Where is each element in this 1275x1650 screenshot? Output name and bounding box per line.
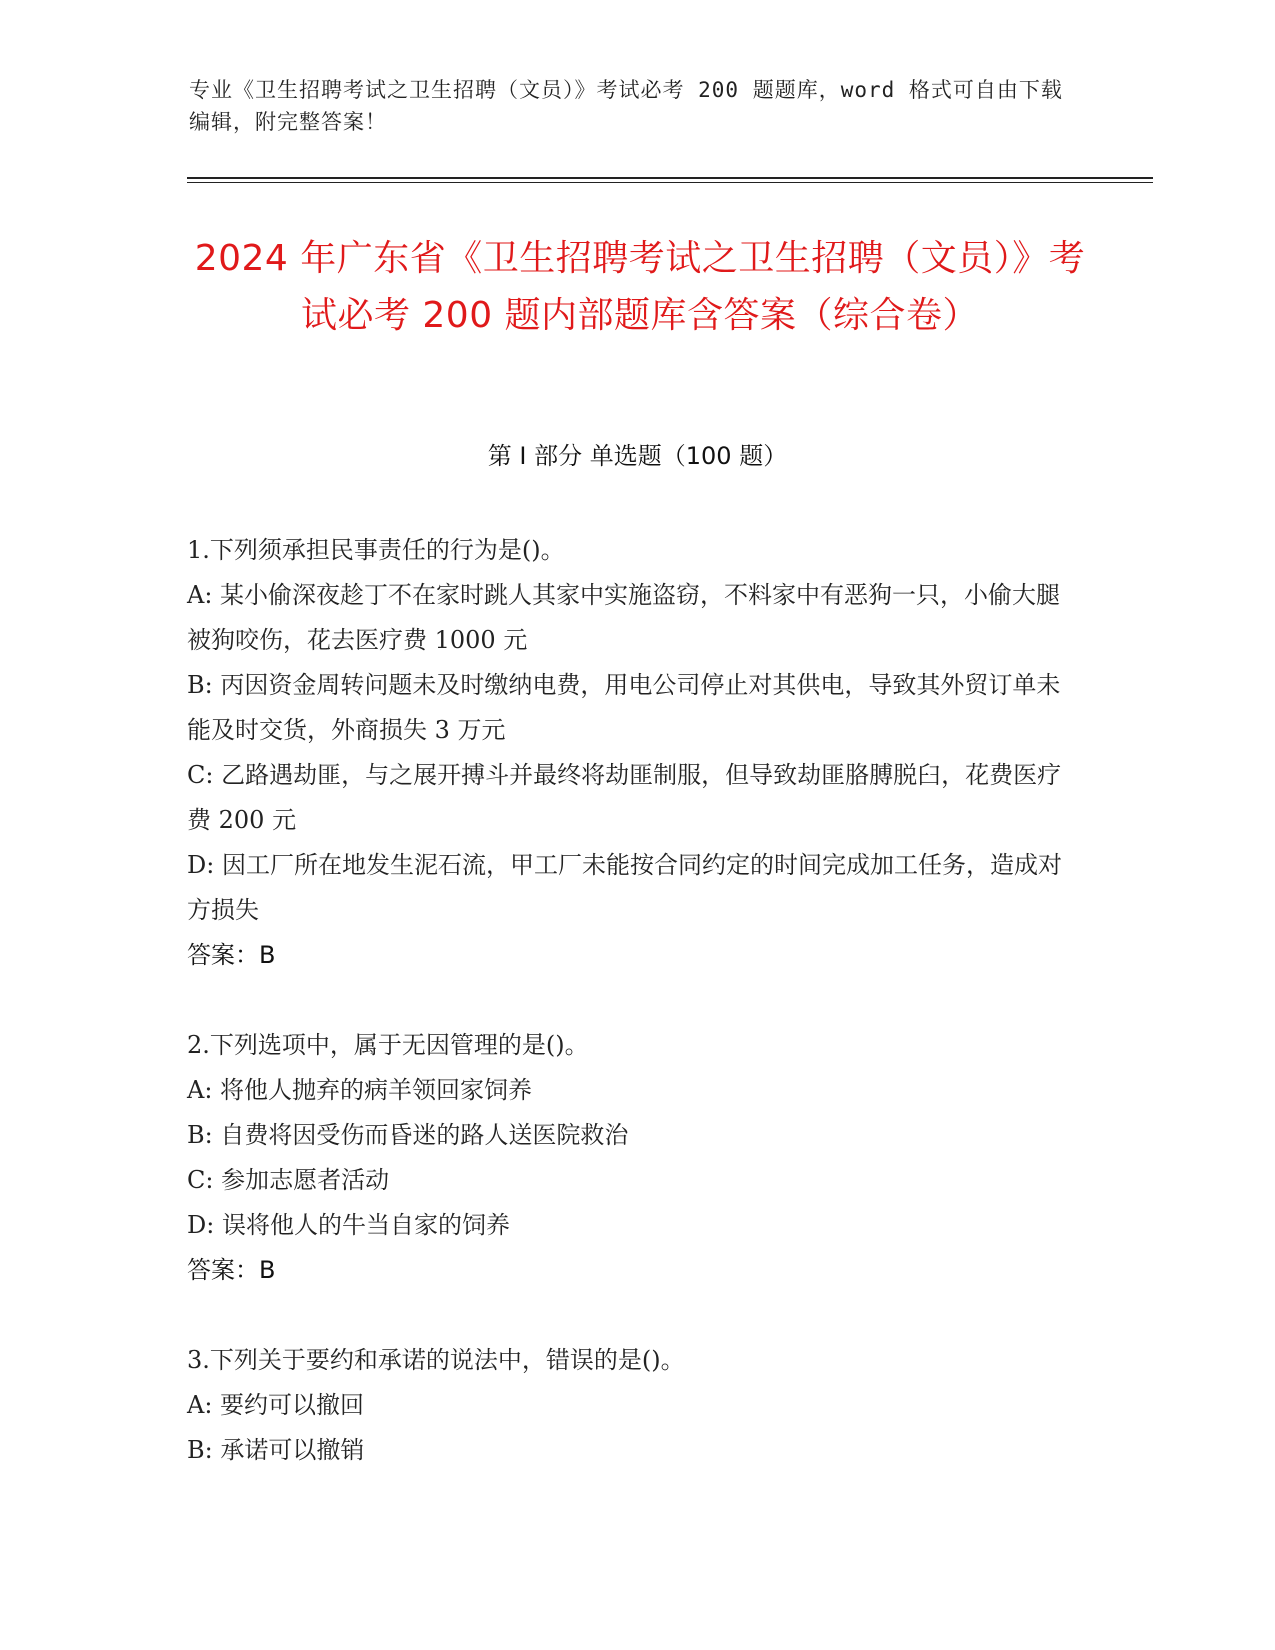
answer-line: 答案：B bbox=[187, 941, 276, 969]
question-item bbox=[187, 1023, 1067, 1293]
question-stem: 2.下列选项中，属于无因管理的是()。 bbox=[187, 1031, 589, 1059]
question-item bbox=[187, 1338, 1067, 1473]
answer-line: 答案：B bbox=[187, 1256, 276, 1284]
document-title: 2024 年广东省《卫生招聘考试之卫生招聘（文员）》考试必考 200 题内部题库含答案（综合卷） bbox=[194, 238, 1086, 336]
question-stem: 1.下列须承担民事责任的行为是()。 bbox=[187, 536, 565, 564]
option-c: C: 乙路遇劫匪，与之展开搏斗并最终将劫匪制服，但导致劫匪胳膊脱臼，花费医疗费 200 元 bbox=[187, 761, 1062, 834]
header-divider-thin bbox=[187, 182, 1153, 183]
option-d: D: 因工厂所在地发生泥石流，甲工厂未能按合同约定的时间完成加工任务，造成对方损失 bbox=[187, 851, 1062, 924]
question-list bbox=[187, 528, 1067, 1518]
option-a: A: 将他人抛弃的病羊领回家饲养 bbox=[187, 1076, 533, 1104]
option-a: A: 某小偷深夜趁丁不在家时跳人其家中实施盗窃，不料家中有恶狗一只，小偷大腿被狗咬伤，花去医疗费 1000 元 bbox=[187, 581, 1061, 654]
option-d: D: 误将他人的牛当自家的饲养 bbox=[187, 1211, 510, 1239]
question-stem: 3.下列关于要约和承诺的说法中，错误的是()。 bbox=[187, 1346, 685, 1374]
option-b: B: 承诺可以撤销 bbox=[187, 1436, 365, 1464]
question-item bbox=[187, 528, 1067, 978]
option-b: B: 丙因资金周转问题未及时缴纳电费，用电公司停止对其供电，导致其外贸订单未能及时交货，外商损失 3 万元 bbox=[187, 671, 1061, 744]
header-divider-thick bbox=[187, 177, 1153, 179]
header-note: 专业《卫生招聘考试之卫生招聘（文员）》考试必考 200 题题库，word 格式可自由下载编辑，附完整答案！ bbox=[189, 78, 1063, 134]
section-title: 第 I 部分 单选题（100 题） bbox=[487, 442, 788, 470]
option-c: C: 参加志愿者活动 bbox=[187, 1166, 390, 1194]
option-a: A: 要约可以撤回 bbox=[187, 1391, 365, 1419]
option-b: B: 自费将因受伤而昏迷的路人送医院救治 bbox=[187, 1121, 629, 1149]
